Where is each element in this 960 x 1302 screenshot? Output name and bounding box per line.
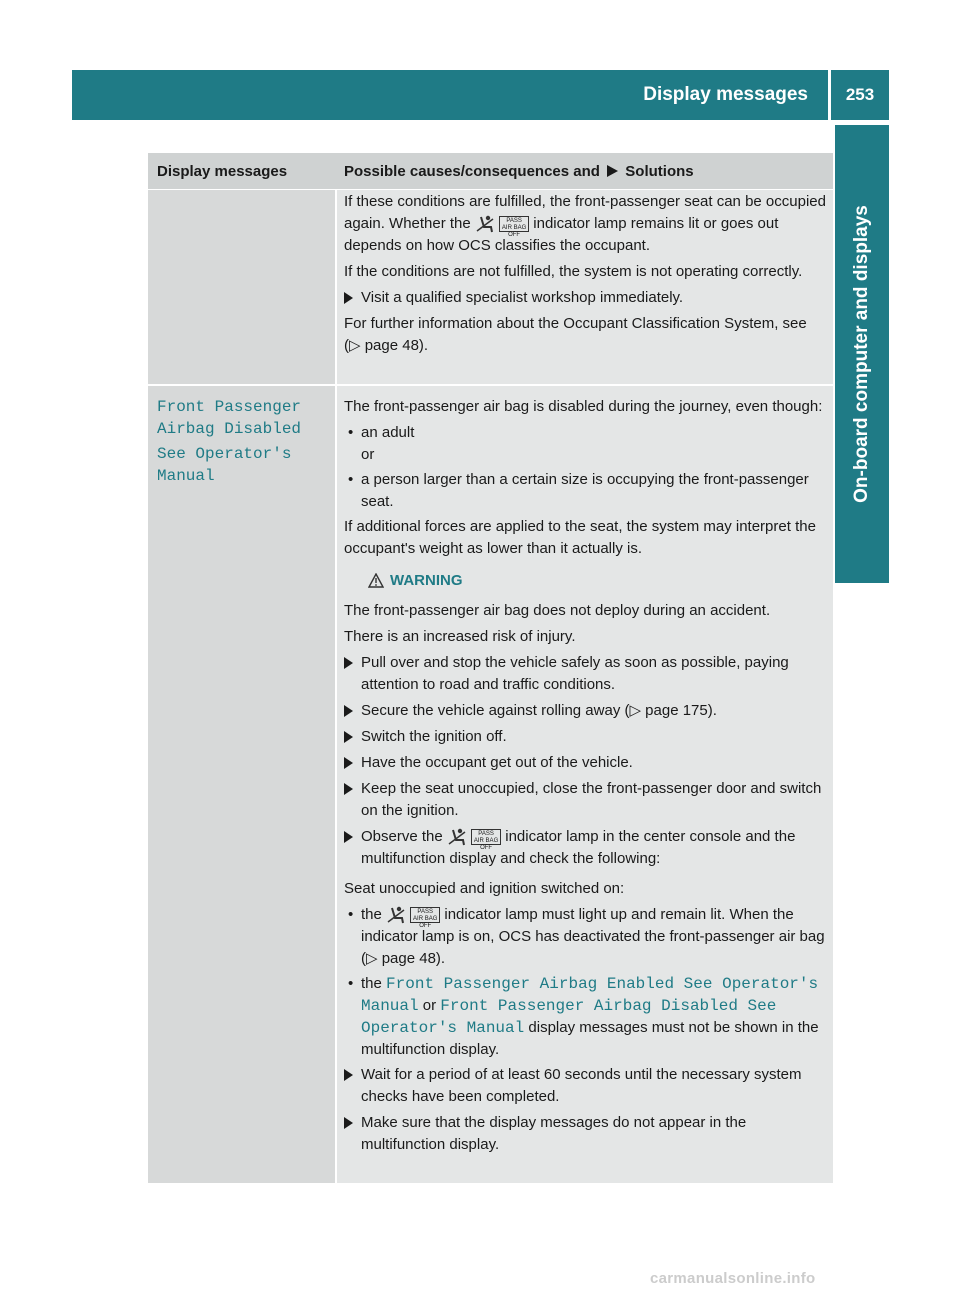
row2-bullet2: • a person larger than a certain size is occupying the front-passenger seat. xyxy=(348,471,809,510)
row2-step1: Pull over and stop the vehicle safely as soon as possible, paying attention to road and traffic conditions. xyxy=(344,652,826,696)
pass-airbag-off-icon: PASS AIR BAG OFF xyxy=(471,829,501,845)
row2-bullet4: • the Front Passenger Airbag Enabled See Operator's Manual or Front Passenger Airbag Disabled See Operator's Manual display messages must not be shown in the multifunction display. xyxy=(348,975,819,1058)
warning-text2: There is an increased risk of injury. xyxy=(344,628,576,645)
warning-text1: The front-passenger air bag does not deploy during an accident. xyxy=(344,602,771,619)
warning-heading: WARNING xyxy=(368,570,826,592)
col-header-solutions: Possible causes/consequences and Solutions xyxy=(344,163,694,180)
table-header xyxy=(148,153,833,189)
side-tab-label: On-board computer and displays xyxy=(851,205,872,503)
row2-content xyxy=(344,396,826,1160)
message-airbag-disabled: Front Passenger Airbag Disabled xyxy=(157,398,302,438)
seat-occupant-icon xyxy=(475,215,495,233)
pass-airbag-off-icon: PASS AIR BAG OFF xyxy=(410,907,440,923)
row2-para3: Seat unoccupied and ignition switched on: xyxy=(344,880,625,897)
seat-occupant-icon xyxy=(386,906,406,924)
step-arrow-icon xyxy=(344,292,353,304)
row1-para1: If these conditions are fulfilled, the front-passenger seat can be occupied again. Whether the PASS AIR BAG OFF indicator lamp remains lit or goes out depends on how OCS classifies the occupant. xyxy=(344,193,826,254)
row2-messages xyxy=(157,396,332,490)
page-number: 253 xyxy=(845,85,875,104)
col-header-messages: Display messages xyxy=(157,163,288,180)
watermark: carmanualsonline.info xyxy=(650,1270,816,1287)
step-arrow-icon xyxy=(344,831,353,843)
row1-content xyxy=(344,191,826,361)
row2-para1: The front-passenger air bag is disabled during the journey, even though: xyxy=(344,398,823,415)
step-arrow-icon xyxy=(344,731,353,743)
step-arrow-icon xyxy=(344,705,353,717)
step-arrow-icon xyxy=(344,657,353,669)
side-tab-marker xyxy=(835,526,889,583)
row2-step3: Switch the ignition off. xyxy=(344,726,826,748)
seat-occupant-icon xyxy=(447,828,467,846)
row2-step8: Make sure that the display messages do not appear in the multifunction display. xyxy=(344,1112,826,1156)
row2-bullet3: • the PASS AIR BAG OFF indicator lamp must light up and remain lit. When the indicator lamp is on, OCS has deactivated the front-passenger air bag (▷ page 48). xyxy=(348,906,825,967)
row2-step4: Have the occupant get out of the vehicle. xyxy=(344,752,826,774)
step-arrow-icon xyxy=(344,1069,353,1081)
display-messages-table xyxy=(148,153,833,1183)
row2-para2: If additional forces are applied to the seat, the system may interpret the occupant's weight as lower than it actually is. xyxy=(344,518,816,557)
row1-para2: If the conditions are not fulfilled, the system is not operating correctly. xyxy=(344,263,803,280)
pass-airbag-off-icon: PASS AIR BAG OFF xyxy=(499,216,529,232)
message-see-manual: See Operator's Manual xyxy=(157,445,292,485)
row2-step5: Keep the seat unoccupied, close the front-passenger door and switch on the ignition. xyxy=(344,778,826,822)
table-row-2-col1 xyxy=(148,386,335,1183)
arrow-icon xyxy=(607,165,618,177)
row2-step6: Observe the PASS AIR BAG OFF indicator lamp in the center console and the multifunction display and check the following: xyxy=(344,826,826,870)
page-title: Display messages xyxy=(643,84,808,105)
row2-step7: Wait for a period of at least 60 seconds until the necessary system checks have been completed. xyxy=(344,1064,826,1108)
row2-bullet1: • an adult or xyxy=(348,424,415,463)
step-arrow-icon xyxy=(344,757,353,769)
step-arrow-icon xyxy=(344,1117,353,1129)
table-row-1-col1 xyxy=(148,190,335,384)
row1-para3: For further information about the Occupant Classification System, see (▷ page 48). xyxy=(344,315,807,354)
row2-step2: Secure the vehicle against rolling away (▷ page 175). xyxy=(344,700,826,722)
step-arrow-icon xyxy=(344,783,353,795)
row1-step1: Visit a qualified specialist workshop immediately. xyxy=(344,287,826,309)
warning-icon xyxy=(368,573,384,588)
